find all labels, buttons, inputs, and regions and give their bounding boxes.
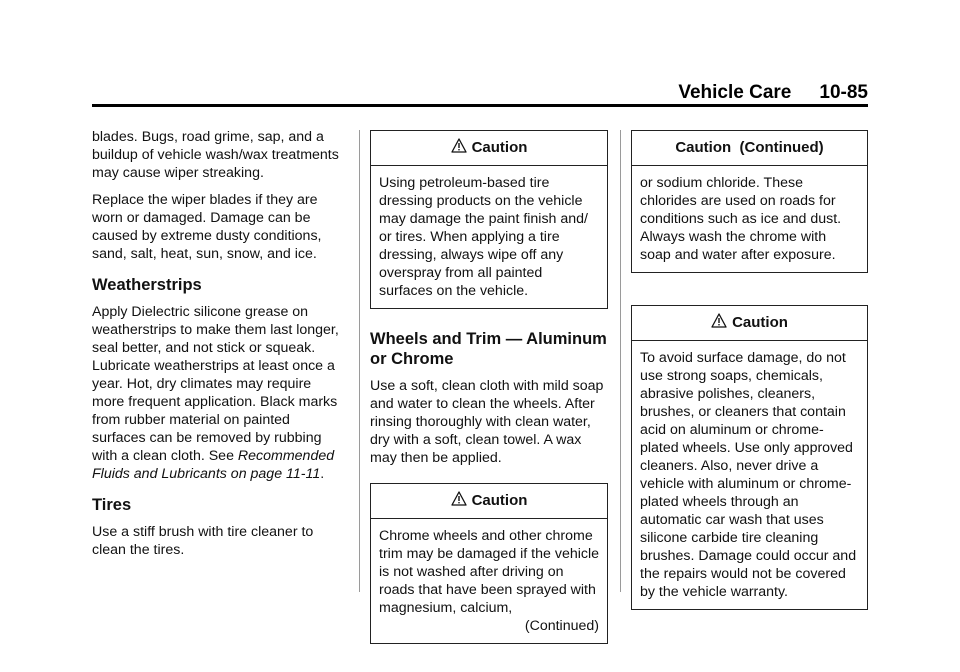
- heading-tires: Tires: [92, 496, 132, 514]
- paragraph-replace-wipers: Replace the wiper blades if they are worn or damaged. Damage can be caused by extreme dusty conditions, sand, salt, heat, sun, snow, and ice.: [92, 192, 322, 262]
- paragraph-weatherstrips: [92, 303, 347, 483]
- caution-text: To avoid surface damage, do not use strong soaps, chemicals, abrasive polishes, cleaners, brushes, or cleaners that contain acid on aluminum or chrome-plated wheels. Use only approved cleaners. Also, never drive a vehicle with aluminum or chrome-plated wheels through an automatic car wash that uses silicone carbide tire cleaning brushes. Damage could occur and the repairs would not be covered by the vehicle warranty.: [640, 350, 857, 600]
- caution-header: [371, 484, 607, 519]
- caution-title: Caution: [732, 314, 788, 331]
- caution-box-chrome: [370, 483, 608, 644]
- warning-triangle-icon: [451, 138, 467, 153]
- caution-text: Chrome wheels and other chrome trim may be damaged if the vehicle is not washed after driving on roads that have been sprayed with magnesium, calcium,: [379, 528, 600, 616]
- caution-box-tire-dressing: [370, 130, 608, 309]
- continued-label: (Continued): [524, 618, 599, 634]
- caution-header: [632, 306, 867, 341]
- warning-triangle-icon: [451, 491, 467, 506]
- page-number: 10-85: [819, 82, 868, 103]
- column-divider-2: [620, 130, 621, 592]
- caution-title: Caution: [471, 139, 528, 156]
- caution-header: [632, 131, 867, 166]
- column-3: [631, 130, 868, 624]
- caution-box-wheel-cleaners: [631, 305, 868, 610]
- column-divider-1: [359, 130, 360, 592]
- caution-title: Caution: [471, 492, 528, 509]
- column-2: [370, 130, 608, 658]
- column-1: [92, 128, 347, 568]
- caution-box-continued: [631, 130, 868, 273]
- heading-weatherstrips: Weatherstrips: [92, 276, 202, 294]
- weatherstrips-end: .: [320, 466, 325, 482]
- heading-wheels-trim: Wheels and Trim — Aluminum or Chrome: [370, 330, 607, 368]
- page-header: [92, 82, 868, 104]
- weatherstrips-text: Apply Dielectric silicone grease on weatherstrips to make them last longer, seal better, and not stick or squeak. Lubricate weatherstrips at least once a year. Hot, dry climates may require more frequent application. Black marks from rubber material on painted surfaces can be removed by rubbing with a clean cloth. See: [92, 304, 339, 464]
- paragraph-tires: Use a stiff brush with tire cleaner to clean the tires.: [92, 524, 314, 558]
- cross-reference-link[interactable]: Recommended Fluids and Lubricants on page 11-11: [92, 448, 335, 482]
- paragraph-wiper-streaking: blades. Bugs, road grime, sap, and a buildup of vehicle wash/wax treatments may cause wiper streaking.: [92, 129, 339, 181]
- paragraph-wheels: Use a soft, clean cloth with mild soap and water to clean the wheels. After rinsing thoroughly with clean water, dry with a soft, clean towel. A wax may then be applied.: [370, 378, 604, 466]
- caution-header: [371, 131, 607, 166]
- caution-text: Using petroleum-based tire dressing products on the vehicle may damage the paint finish and/ or tires. When applying a tire dressing, always wipe off any overspray from all painted surfaces on the vehicle.: [379, 175, 589, 299]
- section-title: Vehicle Care: [678, 82, 792, 103]
- header-rule: [92, 104, 868, 107]
- caution-title: Caution (Continued): [675, 139, 824, 156]
- caution-text: or sodium chloride. These chlorides are used on roads for conditions such as ice and dust. Always wash the chrome with soap and water after exposure.: [640, 175, 842, 263]
- warning-triangle-icon: [711, 313, 727, 328]
